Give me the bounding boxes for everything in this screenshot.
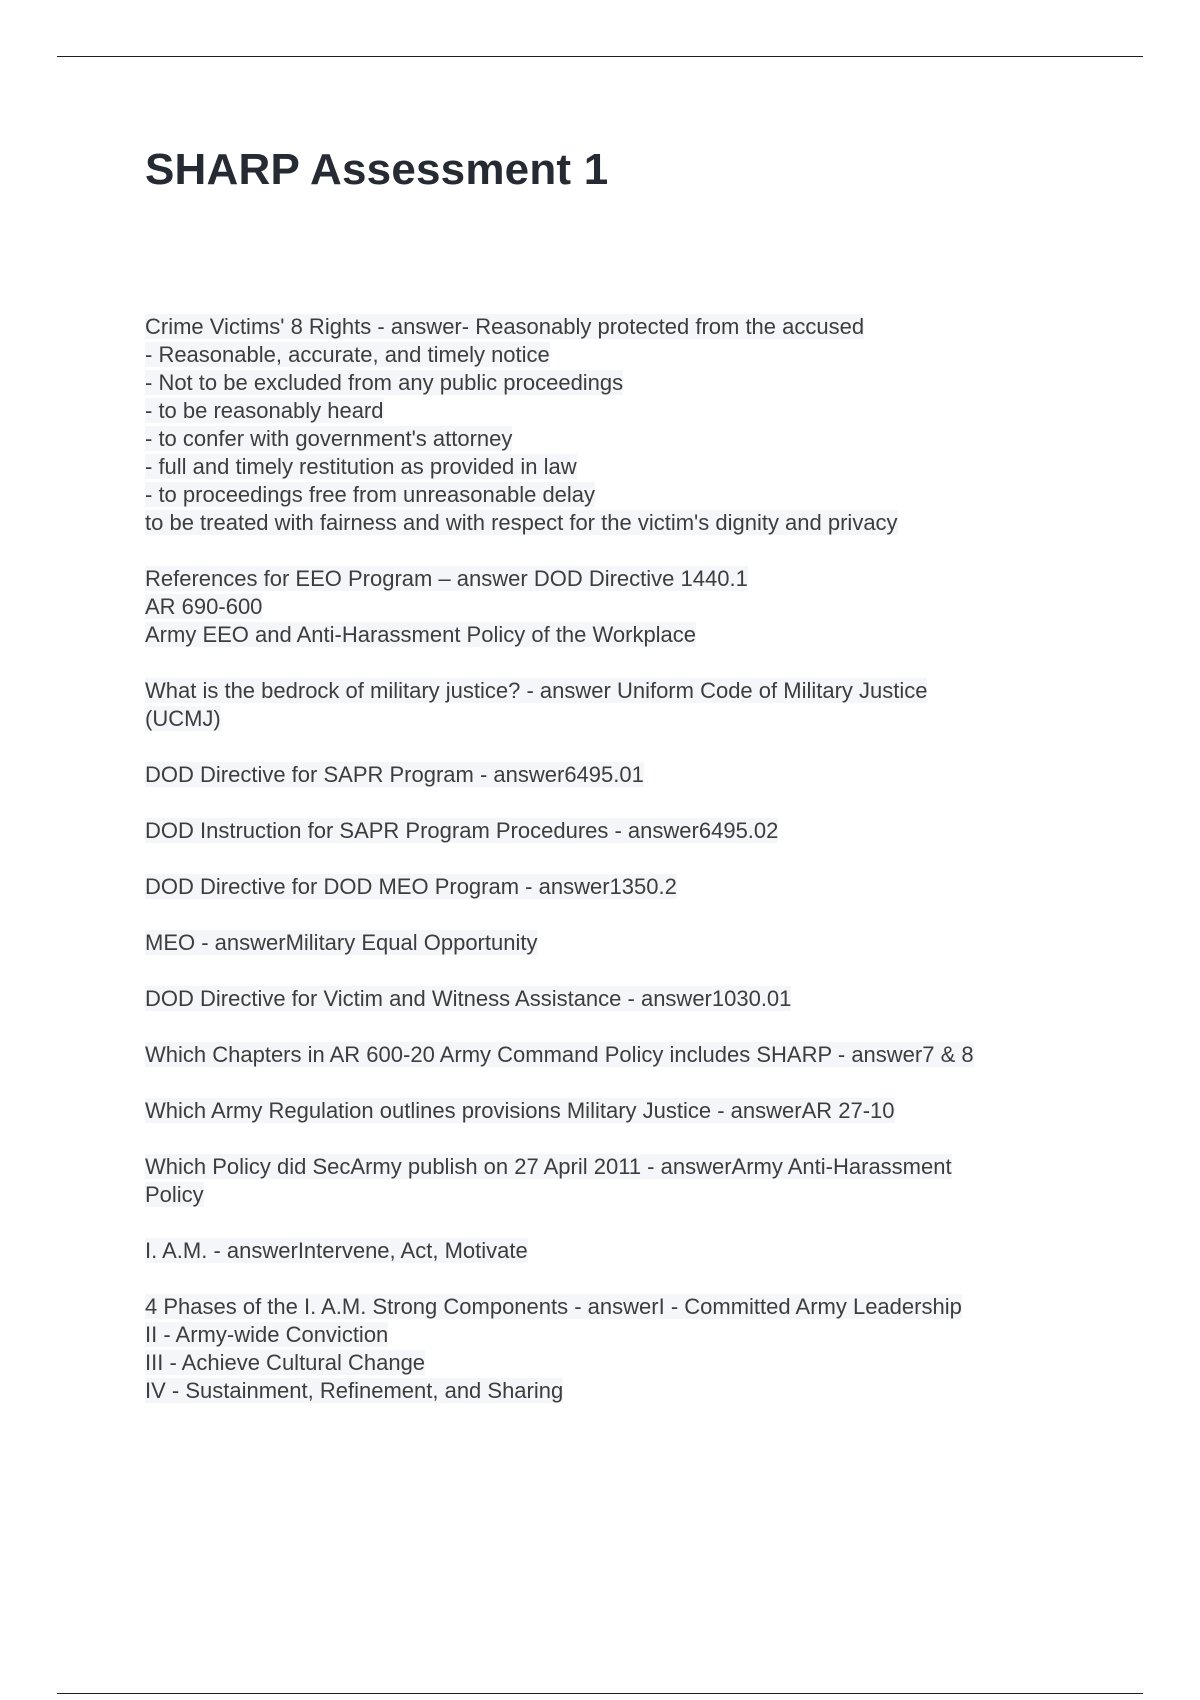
qa-line-text: to be treated with fairness and with respect for the victim's dignity and privacy bbox=[145, 510, 898, 535]
qa-item bbox=[145, 1097, 1075, 1125]
qa-line-text: Crime Victims' 8 Rights - answer- Reasonably protected from the accused bbox=[145, 314, 865, 339]
qa-line-text: IV - Sustainment, Refinement, and Sharing bbox=[145, 1378, 564, 1403]
qa-line bbox=[145, 341, 1075, 369]
qa-item bbox=[145, 1153, 1075, 1209]
qa-line bbox=[145, 453, 1075, 481]
qa-line bbox=[145, 1349, 1075, 1377]
qa-item bbox=[145, 761, 1075, 789]
qa-item bbox=[145, 313, 1075, 537]
qa-line bbox=[145, 509, 1075, 537]
qa-line-text: Which Policy did SecArmy publish on 27 April 2011 - answerArmy Anti-Harassment bbox=[145, 1154, 952, 1179]
qa-line bbox=[145, 369, 1075, 397]
qa-line bbox=[145, 1041, 1075, 1069]
qa-line-text: - Reasonable, accurate, and timely notice bbox=[145, 342, 550, 367]
qa-line-text: Policy bbox=[145, 1182, 204, 1207]
qa-item bbox=[145, 677, 1075, 733]
qa-line-text: - to be reasonably heard bbox=[145, 398, 384, 423]
qa-line-text: Army EEO and Anti-Harassment Policy of the Workplace bbox=[145, 622, 697, 647]
qa-item bbox=[145, 565, 1075, 649]
qa-line-text: II - Army-wide Conviction bbox=[145, 1322, 389, 1347]
qa-line-text: - to confer with government's attorney bbox=[145, 426, 513, 451]
qa-line-text: References for EEO Program – answer DOD Directive 1440.1 bbox=[145, 566, 748, 591]
qa-line bbox=[145, 873, 1075, 901]
qa-line bbox=[145, 761, 1075, 789]
qa-line-text: - Not to be excluded from any public proceedings bbox=[145, 370, 624, 395]
qa-line-text: 4 Phases of the I. A.M. Strong Components - answerI - Committed Army Leadership bbox=[145, 1294, 962, 1319]
qa-line-text: MEO - answerMilitary Equal Opportunity bbox=[145, 930, 538, 955]
qa-line bbox=[145, 425, 1075, 453]
qa-line bbox=[145, 1097, 1075, 1125]
qa-line-text: - to proceedings free from unreasonable delay bbox=[145, 482, 596, 507]
qa-line bbox=[145, 565, 1075, 593]
qa-item bbox=[145, 929, 1075, 957]
qa-line bbox=[145, 621, 1075, 649]
qa-line bbox=[145, 929, 1075, 957]
qa-line-text: DOD Directive for Victim and Witness Assistance - answer1030.01 bbox=[145, 986, 792, 1011]
top-divider bbox=[57, 56, 1143, 57]
bottom-divider bbox=[57, 1693, 1143, 1694]
qa-line bbox=[145, 1181, 1075, 1209]
qa-line bbox=[145, 593, 1075, 621]
qa-item bbox=[145, 817, 1075, 845]
qa-item bbox=[145, 985, 1075, 1013]
qa-line-text: DOD Instruction for SAPR Program Procedures - answer6495.02 bbox=[145, 818, 779, 843]
qa-line bbox=[145, 313, 1075, 341]
qa-line-text: (UCMJ) bbox=[145, 706, 221, 731]
qa-line bbox=[145, 705, 1075, 733]
qa-line bbox=[145, 677, 1075, 705]
qa-line bbox=[145, 1321, 1075, 1349]
qa-line bbox=[145, 817, 1075, 845]
qa-line-text: What is the bedrock of military justice? - answer Uniform Code of Military Justice bbox=[145, 678, 928, 703]
page-title: SHARP Assessment 1 bbox=[145, 145, 609, 194]
qa-line-text: Which Army Regulation outlines provisions Military Justice - answerAR 27-10 bbox=[145, 1098, 895, 1123]
qa-line-text: - full and timely restitution as provided in law bbox=[145, 454, 577, 479]
qa-line bbox=[145, 1237, 1075, 1265]
qa-line-text: AR 690-600 bbox=[145, 594, 263, 619]
qa-line bbox=[145, 1377, 1075, 1405]
qa-item bbox=[145, 1237, 1075, 1265]
qa-item bbox=[145, 1041, 1075, 1069]
qa-line-text: I. A.M. - answerIntervene, Act, Motivate bbox=[145, 1238, 528, 1263]
qa-item bbox=[145, 1293, 1075, 1405]
qa-list bbox=[145, 313, 1075, 1433]
qa-line bbox=[145, 1153, 1075, 1181]
qa-line-text: III - Achieve Cultural Change bbox=[145, 1350, 426, 1375]
qa-line bbox=[145, 481, 1075, 509]
qa-line bbox=[145, 985, 1075, 1013]
qa-item bbox=[145, 873, 1075, 901]
qa-line bbox=[145, 397, 1075, 425]
qa-line bbox=[145, 1293, 1075, 1321]
qa-line-text: DOD Directive for SAPR Program - answer6495.01 bbox=[145, 762, 644, 787]
qa-line-text: Which Chapters in AR 600-20 Army Command Policy includes SHARP - answer7 & 8 bbox=[145, 1042, 974, 1067]
qa-line-text: DOD Directive for DOD MEO Program - answer1350.2 bbox=[145, 874, 677, 899]
